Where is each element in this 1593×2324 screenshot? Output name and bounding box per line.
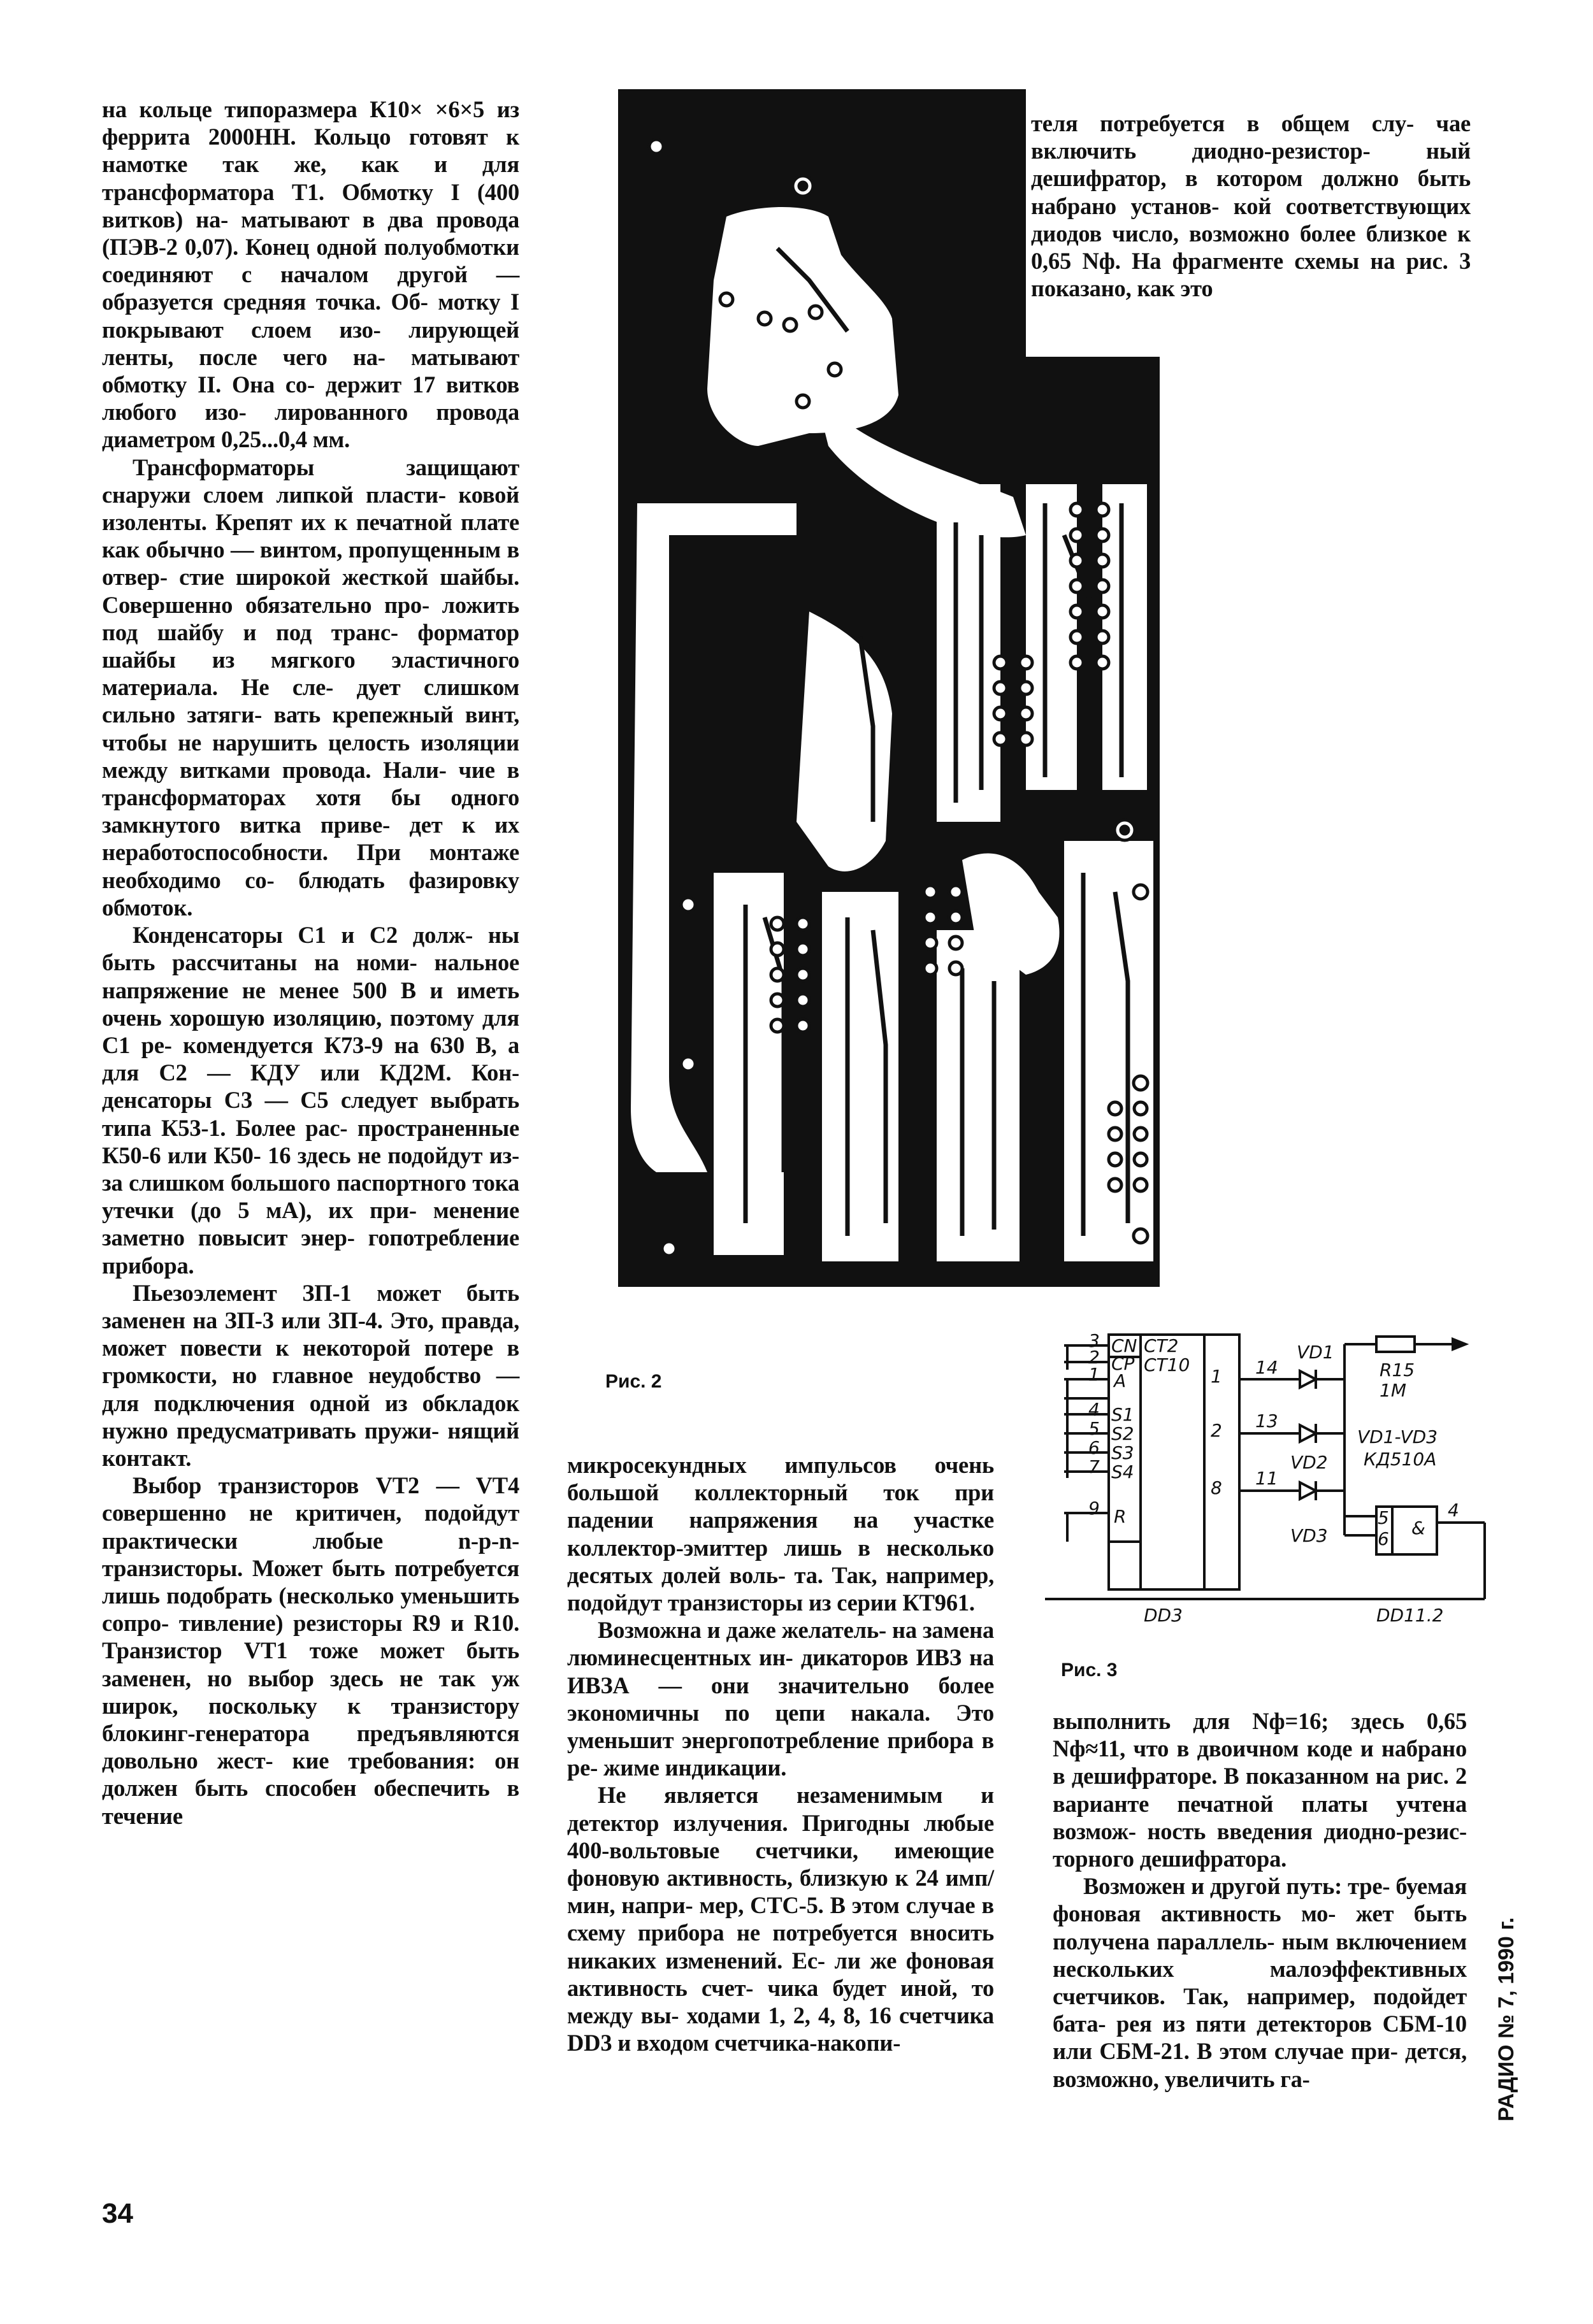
text-column-left: [102, 96, 519, 1830]
figure-2-caption: Рис. 2: [605, 1371, 662, 1392]
paragraph: микросекундных импульсов очень большой коллекторный ток при падении напряжения на участке коллектор-эмиттер лишь в несколько десятых долей воль- та. Так, например, подойдут транзисторы из серии КТ961.: [567, 1452, 994, 1616]
diodes-range-label: VD1-VD3: [1357, 1426, 1438, 1447]
paragraph: Конденсаторы C1 и C2 долж- ны быть рассчитаны на номи- нальное напряжение не менее 500 В и иметь очень хорошую изоляцию, поэтому для C1 ре- комендуется К73-9 на 630 В, а для C2 — КДУ или КД2М. Кон- денсаторы C3 — C5 следует выбрать типа К53-1. Более рас- пространенные К50-6 или К50- 16 здесь не подойдут из-за слишком большого паспортного тока утечки (до 5 мА), их при- менение заметно повысит энер- гопотребление прибора.: [102, 922, 519, 1279]
pin-1-label: 1: [1088, 1364, 1100, 1385]
out-8-label: 8: [1211, 1477, 1222, 1498]
pin-3-label: 3: [1088, 1331, 1100, 1351]
paragraph: Пьезоэлемент ЗП-1 может быть заменен на ЗП-3 или ЗП-4. Это, правда, может повести к некоторой потере в громкости, но главное неудобство — для подключения одной из обкладок нужно предусматривать пружи- нящий контакт.: [102, 1279, 519, 1471]
paragraph: теля потребуется в общем слу- чае включить диодно-резистор- ный дешифратор, в котором должно быть набрано установ- кой соответствующих диодов число, возможно более близкое к 0,65 Nф. На фрагменте схемы на рис. 3 показано, как это: [1031, 110, 1471, 302]
chip-s1-label: S1: [1111, 1404, 1134, 1425]
text-column-right-top: [1031, 110, 1471, 302]
out-2-label: 2: [1211, 1420, 1222, 1441]
num-14-label: 14: [1255, 1357, 1278, 1378]
decoder-schematic: [1045, 1331, 1491, 1631]
paragraph: Возможна и даже желатель- на замена люминесцентных ин- дикаторов ИВЗ на ИВЗА — они значительно более экономичны по цепи накала. Это уменьшит энергопотребление прибора в ре- жиме индикации.: [567, 1617, 994, 1781]
pin-4-label: 4: [1088, 1399, 1100, 1420]
num-13-label: 13: [1255, 1410, 1278, 1431]
chip-s2-label: S2: [1111, 1423, 1134, 1444]
gate-in6-label: 6: [1378, 1528, 1389, 1549]
and-symbol: &: [1411, 1517, 1425, 1539]
chip-s3-label: S3: [1111, 1442, 1134, 1463]
vd1-label: VD1: [1297, 1342, 1334, 1363]
pin-6-label: 6: [1088, 1437, 1100, 1458]
vd3-label: VD3: [1290, 1525, 1328, 1546]
page-number: 34: [102, 2198, 133, 2229]
gate-name-label: DD11.2: [1376, 1605, 1444, 1626]
pin-2-label: 2: [1088, 1347, 1100, 1368]
paragraph: Возможен и другой путь: тре- буемая фоновая активность мо- жет быть получена параллель- ным включением нескольких малоэффективных счетчиков. Так, например, подойдет бата- рея из пяти детекторов СБМ-10 или СБМ-21. В этом случае при- дется, возможно, увеличить га-: [1053, 1873, 1467, 2092]
r15-value-label: 1М: [1380, 1380, 1406, 1401]
paragraph: выполнить для Nф=16; здесь 0,65 Nф≈11, что в двоичном коде и набрано в дешифраторе. В показанном на рис. 2 варианте печатной платы учтена возмож- ность введения диодно-резис- торного дешифратора.: [1053, 1708, 1467, 1872]
chip-name-label: DD3: [1144, 1605, 1183, 1626]
diode-type-label: КД510А: [1364, 1449, 1437, 1470]
chip-s4-label: S4: [1111, 1461, 1134, 1482]
text-column-middle: [567, 1451, 994, 2056]
vd2-label: VD2: [1290, 1452, 1328, 1473]
paragraph: Выбор транзисторов VT2 — VT4 совершенно не критичен, подойдут практически любые n-p-n-транзисторы. Может быть потребуется лишь подобрать (несколько уменьшить сопро- тивление) резисторы R9 и R10. Транзистор VT1 тоже может быть заменен, но выбор здесь не так уж широк, поскольку к транзистору блокинг-генератора предъявляются довольно жест- кие требования: он должен быть способен обеспечить в течение: [102, 1472, 519, 1829]
gate-out4-label: 4: [1448, 1500, 1459, 1521]
gate-in5-label: 5: [1378, 1507, 1389, 1528]
figure-3-caption: Рис. 3: [1061, 1660, 1118, 1681]
pin-5-label: 5: [1088, 1418, 1100, 1439]
chip-cp-label: CP: [1111, 1353, 1135, 1374]
chip-a-label: A: [1114, 1370, 1127, 1391]
chip-type1-label: CT2: [1144, 1335, 1179, 1356]
journal-reference: РАДИО № 7, 1990 г.: [1494, 1917, 1518, 2121]
r15-label: R15: [1380, 1359, 1415, 1381]
text-column-right-bottom: [1053, 1707, 1467, 2093]
out-1-label: 1: [1211, 1366, 1222, 1387]
chip-cn-label: CN: [1111, 1335, 1137, 1356]
chip-type2-label: CT10: [1144, 1354, 1190, 1375]
num-11-label: 11: [1255, 1468, 1278, 1489]
pin-9-label: 9: [1088, 1498, 1100, 1519]
paragraph: на кольце типоразмера К10× ×6×5 из феррита 2000НН. Кольцо готовят к намотке так же, как и для трансформатора Т1. Обмотку I (400 витков) на- матывают в два провода (ПЭВ-2 0,07). Конец одной полуобмотки соединяют с началом другой — образуется средняя точка. Об- мотку I покрывают слоем изо- лирующей ленты, после чего на- матывают обмотку II. Она со- держит 17 витков любого изо- лированного провода диаметром 0,25...0,4 мм.: [102, 96, 519, 453]
paragraph: Не является незаменимым и детектор излучения. Пригодны любые 400-вольтовые счетчики, имеющие фоновую активность, близкую к 24 имп/мин, напри- мер, СТС-5. В этом случае в схему прибора не потребуется вносить никаких изменений. Ес- ли же фоновая активность счет- чика будет иной, то между вы- ходами 1, 2, 4, 8, 16 счетчика DD3 и входом счетчика-накопи-: [567, 1782, 994, 2056]
paragraph: Трансформаторы защищают снаружи слоем липкой пласти- ковой изоленты. Крепят их к печатной плате как обычно — винтом, пропущенным в отвер- стие широкой жесткой шайбы. Совершенно обязательно про- ложить под шайбу и под транс- форматор шайбы из мягкого эластичного материала. Не сле- дует слишком сильно затяги- вать крепежный винт, чтобы не нарушить целость изоляции между витками провода. Нали- чие в трансформаторах хотя бы одного замкнутого витка приве- дет к их неработоспособности. При монтаже необходимо со- блюдать фазировку обмоток.: [102, 454, 519, 921]
pin-7-label: 7: [1088, 1456, 1100, 1477]
chip-r-label: R: [1114, 1506, 1127, 1527]
